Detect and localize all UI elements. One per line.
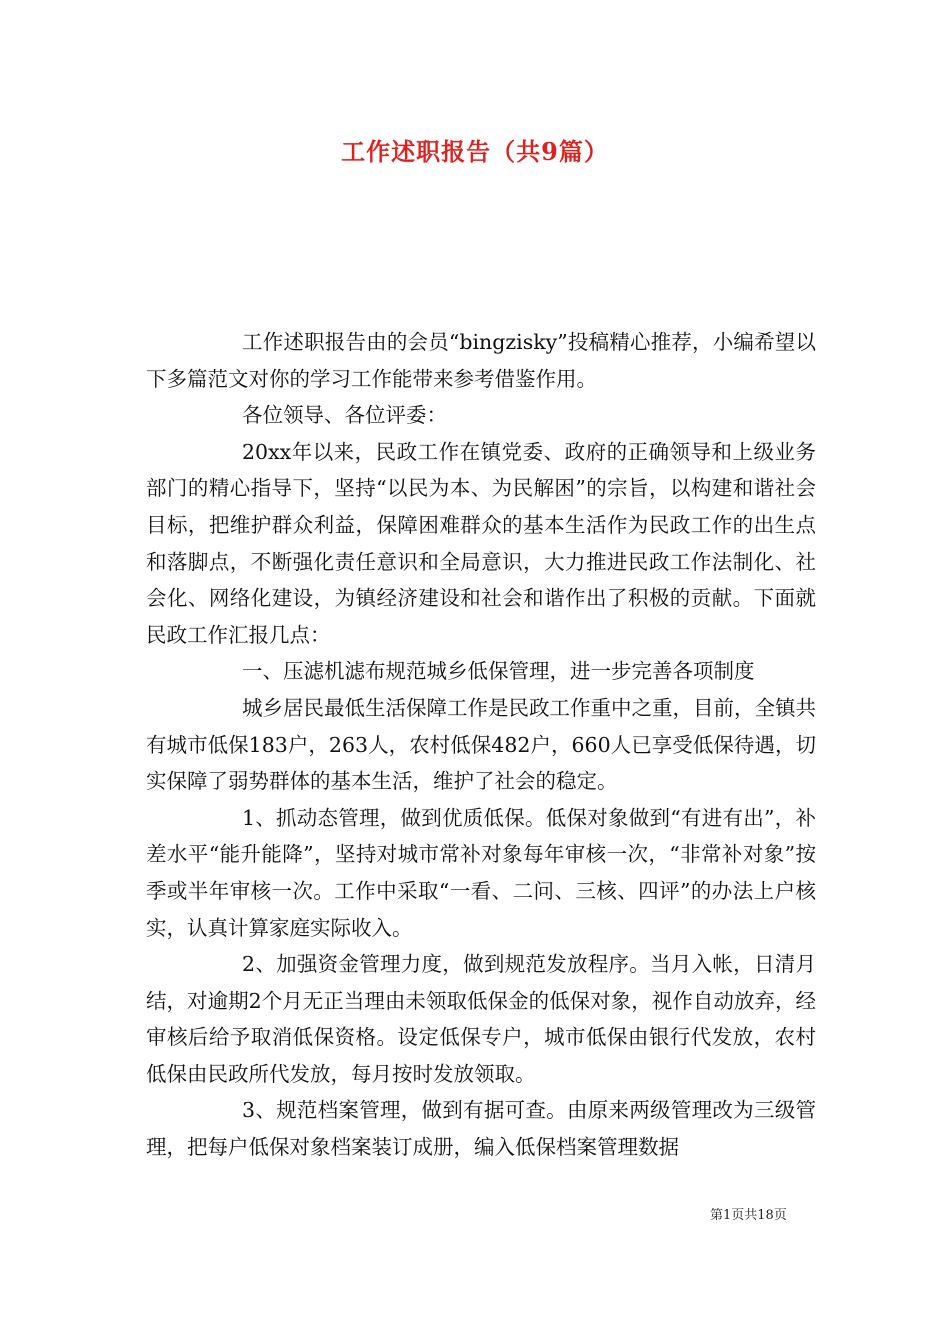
- document-body: [146, 324, 816, 1166]
- document-title: 工作述职报告（共9篇）: [341, 137, 609, 166]
- body-paragraph: 城乡居民最低生活保障工作是民政工作重中之重，目前，全镇共有城市低保183户，263人，农村低保482户，660人已享受低保待遇，切实保障了弱势群体的基本生活，维护了社会的稳定。: [146, 695, 816, 794]
- intro-paragraph: 工作述职报告由的会员“bingzisky”投稿精心推荐，小编希望以下多篇范文对你的学习工作能带来参考借鉴作用。: [146, 330, 816, 391]
- list-item: 2、加强资金管理力度，做到规范发放程序。当月入帐，日清月结，对逾期2个月无正当理由未领取低保金的低保对象，视作自动放弃，经审核后给予取消低保资格。设定低保专户，城市低保由银行代发放，农村低保由民政所代发放，每月按时发放领取。: [146, 952, 816, 1086]
- page-number: 第1页共18页: [710, 1208, 787, 1223]
- salutation: 各位领导、各位评委：: [242, 403, 447, 428]
- list-item: 1、抓动态管理，做到优质低保。低保对象做到“有进有出”，补差水平“能升能降”，坚持对城市常补对象每年审核一次，“非常补对象”按季或半年审核一次。工作中采取“一看、二问、三核、四评”的办法上户核实，认真计算家庭实际收入。: [146, 805, 816, 940]
- section-heading: 一、压滤机滤布规范城乡低保管理，进一步完善各项制度: [242, 659, 755, 684]
- list-item: 3、规范档案管理，做到有据可查。由原来两级管理改为三级管理，把每户低保对象档案装订成册，编入低保档案管理数据: [146, 1098, 816, 1160]
- body-paragraph: 20xx年以来，民政工作在镇党委、政府的正确领导和上级业务部门的精心指导下，坚持“以民为本、为民解困”的宗旨，以构建和谐社会目标，把维护群众利益，保障困难群众的基本生活作为民政工作的出生点和落脚点，不断强化责任意识和全局意识，大力推进民政工作法制化、社会化、网络化建设，为镇经济建设和社会和谐作出了积极的贡献。下面就民政工作汇报几点：: [146, 439, 816, 647]
